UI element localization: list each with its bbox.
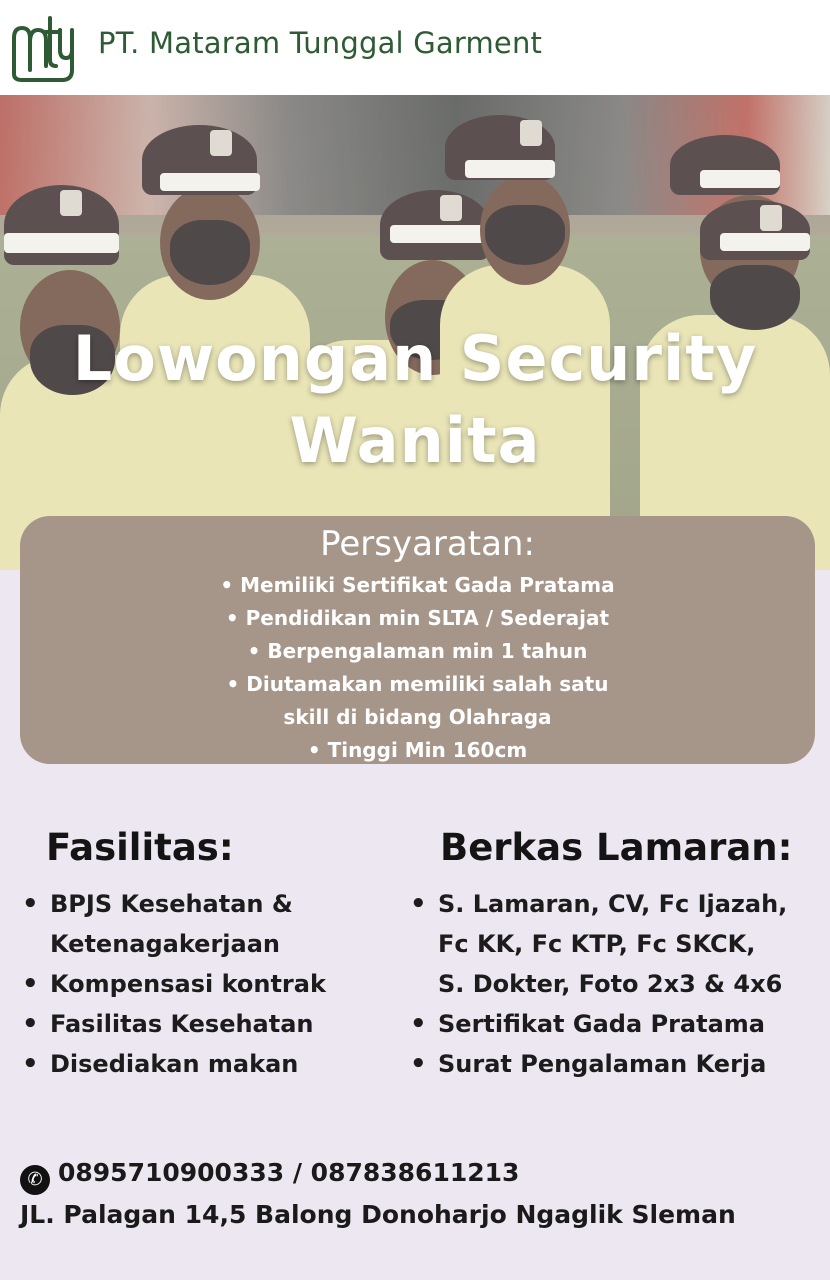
document-item: • Sertifikat Gada Pratama bbox=[410, 1004, 787, 1044]
hero-title-line: Lowongan Security bbox=[72, 322, 758, 395]
facility-item: • BPJS Kesehatan & bbox=[22, 884, 326, 924]
documents-title: Berkas Lamaran: bbox=[440, 826, 793, 869]
facility-item: Ketenagakerjaan bbox=[50, 930, 280, 958]
documents-list bbox=[410, 884, 787, 1084]
hero-title-line: Wanita bbox=[289, 404, 541, 477]
document-item: S. Dokter, Foto 2x3 & 4x6 bbox=[438, 970, 783, 998]
facility-item: • Kompensasi kontrak bbox=[22, 964, 326, 1004]
phone-numbers: 0895710900333 / 087838611213 bbox=[58, 1158, 520, 1187]
header bbox=[0, 0, 830, 95]
document-item: • S. Lamaran, CV, Fc Ijazah, bbox=[410, 884, 787, 924]
document-item: Fc KK, Fc KTP, Fc SKCK, bbox=[438, 930, 756, 958]
requirements-list bbox=[20, 569, 815, 767]
facility-item: • Disediakan makan bbox=[22, 1044, 326, 1084]
company-logo bbox=[8, 8, 78, 84]
phone-icon: ✆ bbox=[20, 1165, 50, 1195]
requirement-item: • Pendidikan min SLTA / Sederajat bbox=[225, 606, 610, 630]
hero-title bbox=[0, 318, 830, 482]
requirements-title: Persyaratan: bbox=[320, 524, 535, 564]
facilities-title: Fasilitas: bbox=[46, 826, 234, 869]
address: JL. Palagan 14,5 Balong Donoharjo Ngaglik Sleman bbox=[20, 1200, 736, 1229]
requirements-box bbox=[20, 516, 815, 764]
requirement-item: skill di bidang Olahraga bbox=[283, 705, 552, 729]
requirement-item: • Diutamakan memiliki salah satu bbox=[226, 672, 609, 696]
contact-phones bbox=[20, 1158, 519, 1195]
facilities-list bbox=[22, 884, 326, 1084]
requirement-item: • Memiliki Sertifikat Gada Pratama bbox=[220, 573, 615, 597]
requirement-item: • Berpengalaman min 1 tahun bbox=[247, 639, 588, 663]
requirement-item: • Tinggi Min 160cm bbox=[307, 738, 528, 762]
facility-item: • Fasilitas Kesehatan bbox=[22, 1004, 326, 1044]
document-item: • Surat Pengalaman Kerja bbox=[410, 1044, 787, 1084]
company-name: PT. Mataram Tunggal Garment bbox=[98, 26, 543, 60]
